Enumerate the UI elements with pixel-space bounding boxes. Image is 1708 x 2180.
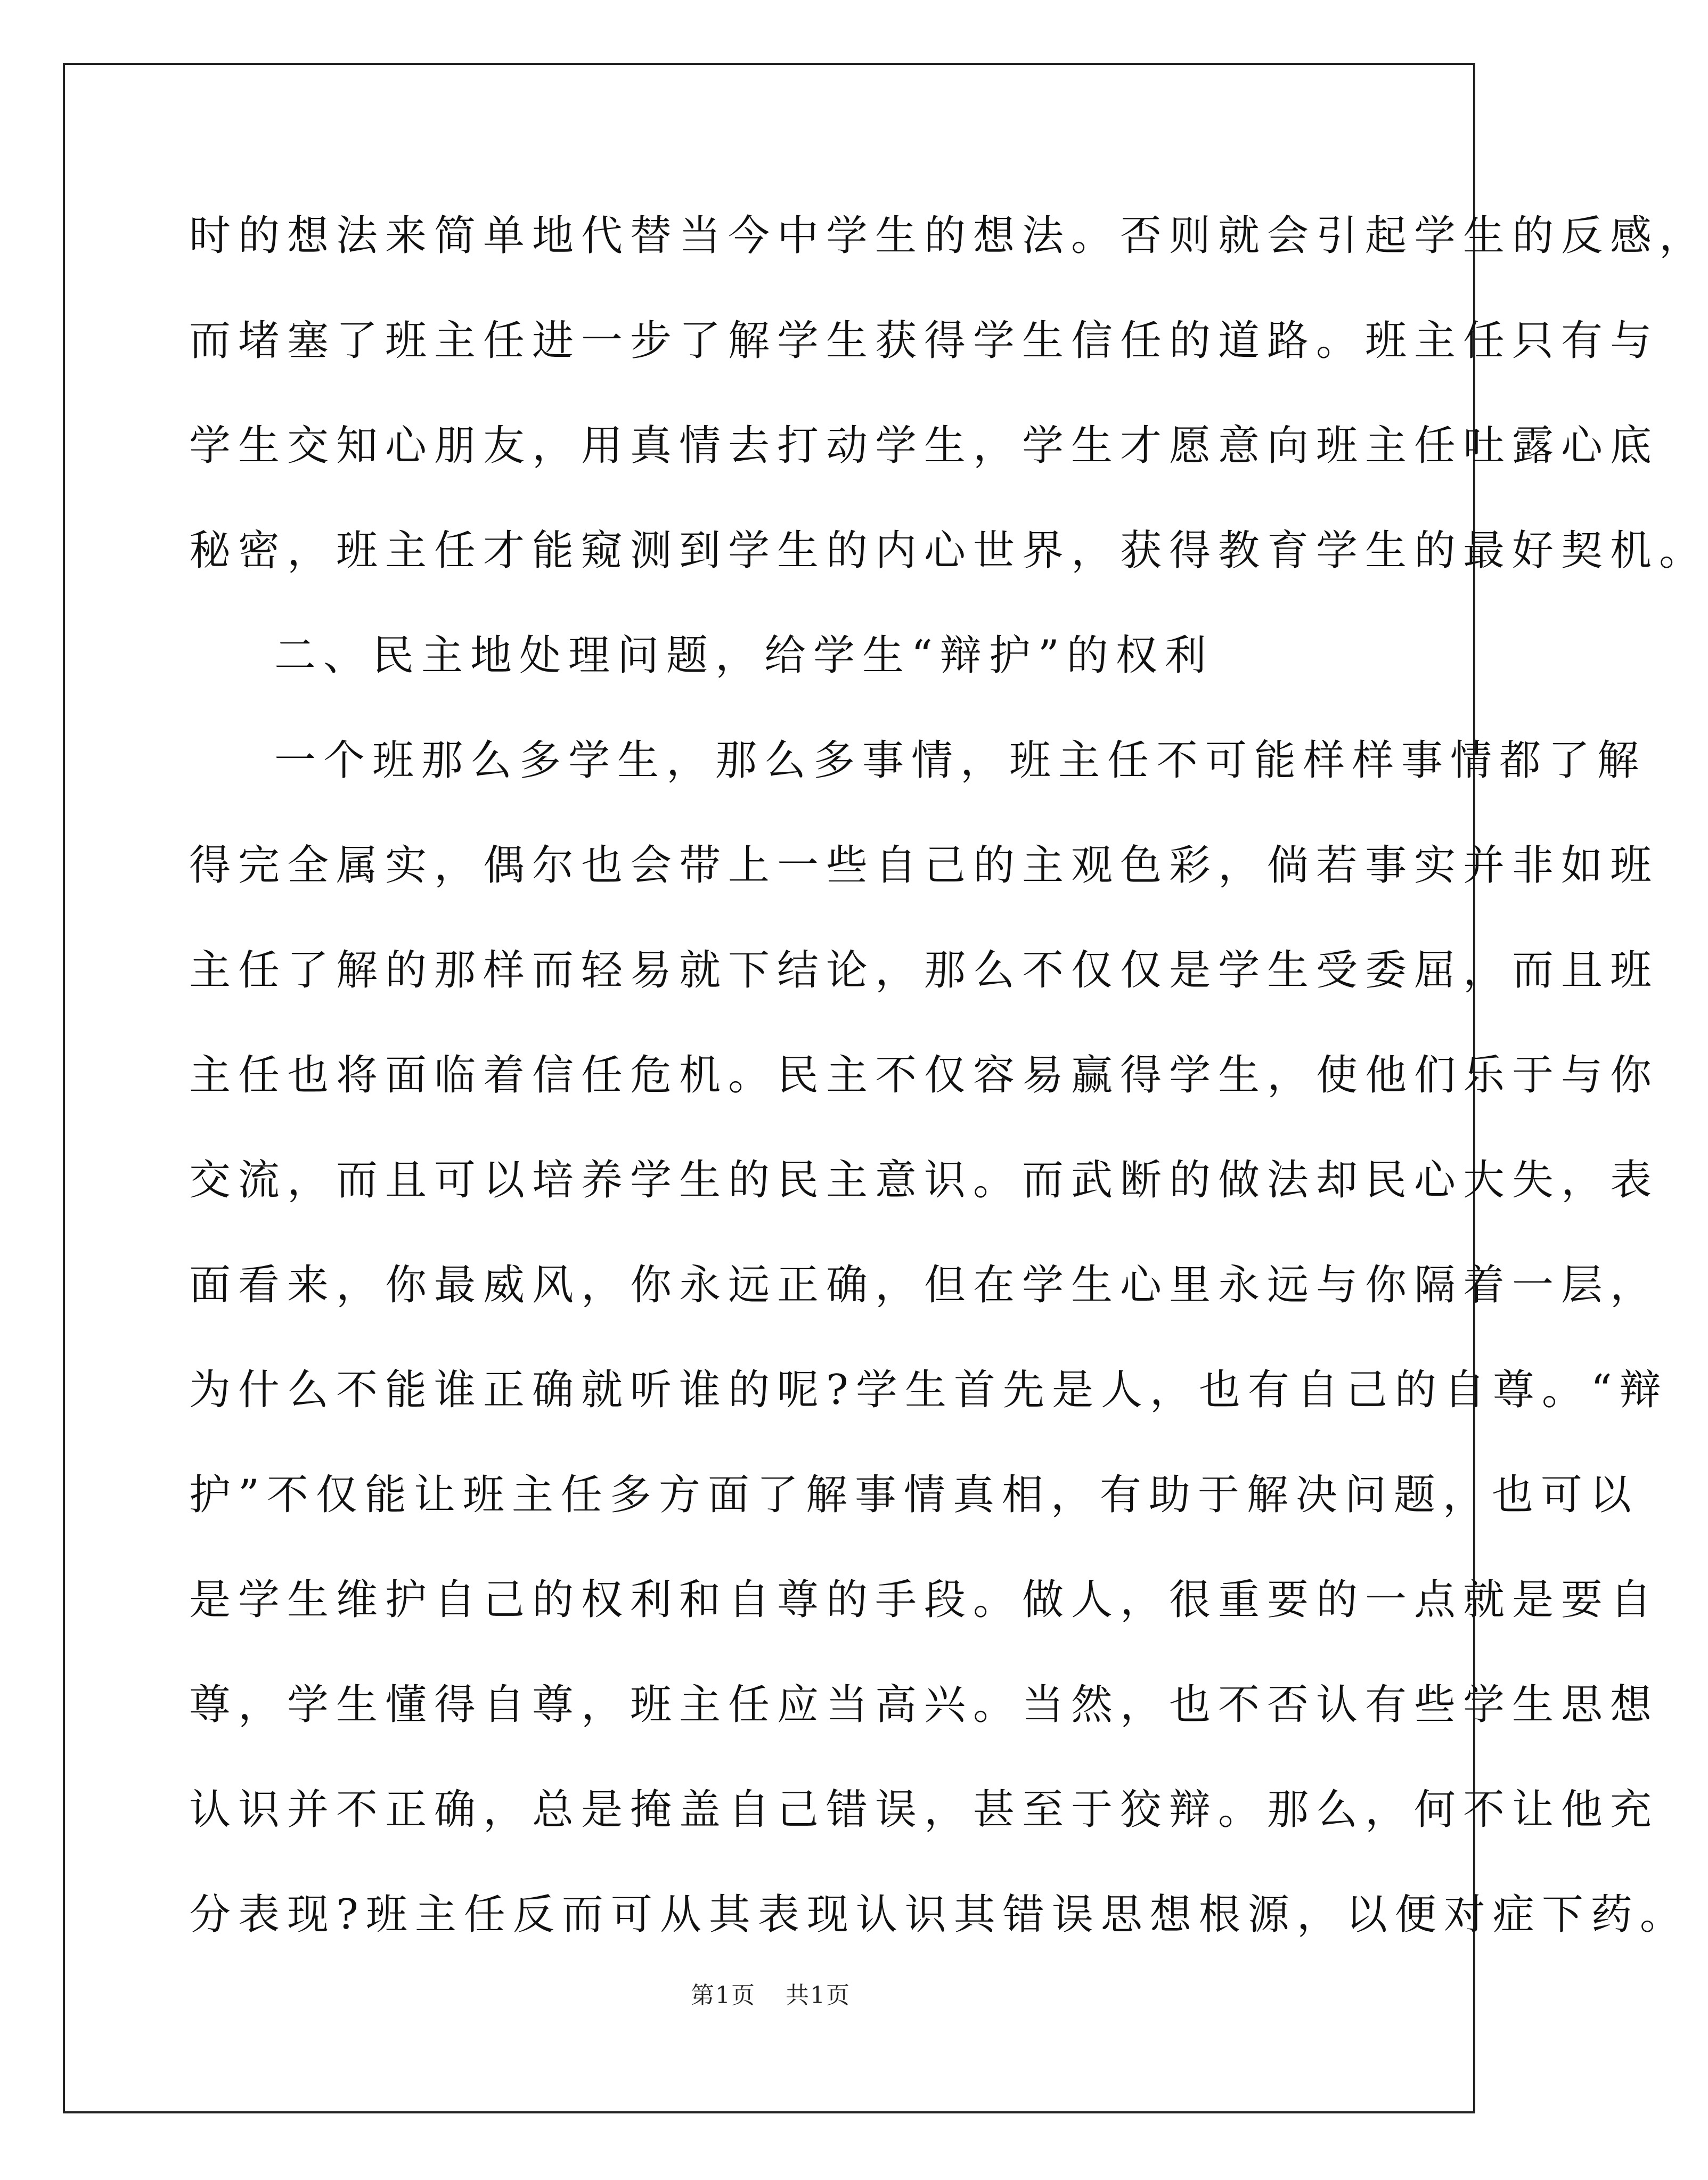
text-line: 主任也将面临着信任危机。民主不仅容易赢得学生，使他们乐于与你 (189, 1051, 1660, 1099)
document-body (189, 184, 1708, 1967)
text-line: 尊，学生懂得自尊，班主任应当高兴。当然，也不否认有些学生思想 (189, 1681, 1660, 1729)
text-line: 学生交知心朋友，用真情去打动学生，学生才愿意向班主任吐露心底 (189, 422, 1660, 470)
text-line: 面看来，你最威风，你永远正确，但在学生心里永远与你隔着一层， (189, 1261, 1660, 1309)
text-line: 认识并不正确，总是掩盖自己错误，甚至于狡辩。那么，何不让他充 (189, 1786, 1660, 1834)
section-heading: 二、民主地处理问题，给学生“辩护”的权利 (274, 632, 1214, 680)
text-line: 主任了解的那样而轻易就下结论，那么不仅仅是学生受委屈，而且班 (189, 946, 1660, 994)
text-line: 分表现?班主任反而可从其表现认识其错误思想根源，以便对症下药。 (189, 1891, 1689, 1939)
page-number: 第1页 (691, 1982, 756, 2009)
text-line: 为什么不能谁正确就听谁的呢?学生首先是人，也有自己的自尊。“辩 (189, 1366, 1669, 1414)
text-line: 护”不仅能让班主任多方面了解事情真相，有助于解决问题，也可以 (189, 1471, 1639, 1519)
text-line: 得完全属实，偶尔也会带上一些自己的主观色彩，倘若事实并非如班 (189, 842, 1660, 889)
paragraph-first-line: 一个班那么多学生，那么多事情，班主任不可能样样事情都了解 (274, 737, 1647, 785)
page-total: 共1页 (786, 1982, 851, 2009)
text-line: 交流，而且可以培养学生的民主意识。而武断的做法却民心大失，表 (189, 1156, 1660, 1204)
text-line: 秘密，班主任才能窥测到学生的内心世界，获得教育学生的最好契机。 (189, 527, 1708, 575)
text-line: 时的想法来简单地代替当今中学生的想法。否则就会引起学生的反感， (189, 212, 1708, 260)
text-line: 是学生维护自己的权利和自尊的手段。做人，很重要的一点就是要自 (189, 1576, 1660, 1624)
page-footer (0, 1976, 1541, 2010)
text-line: 而堵塞了班主任进一步了解学生获得学生信任的道路。班主任只有与 (189, 317, 1660, 365)
